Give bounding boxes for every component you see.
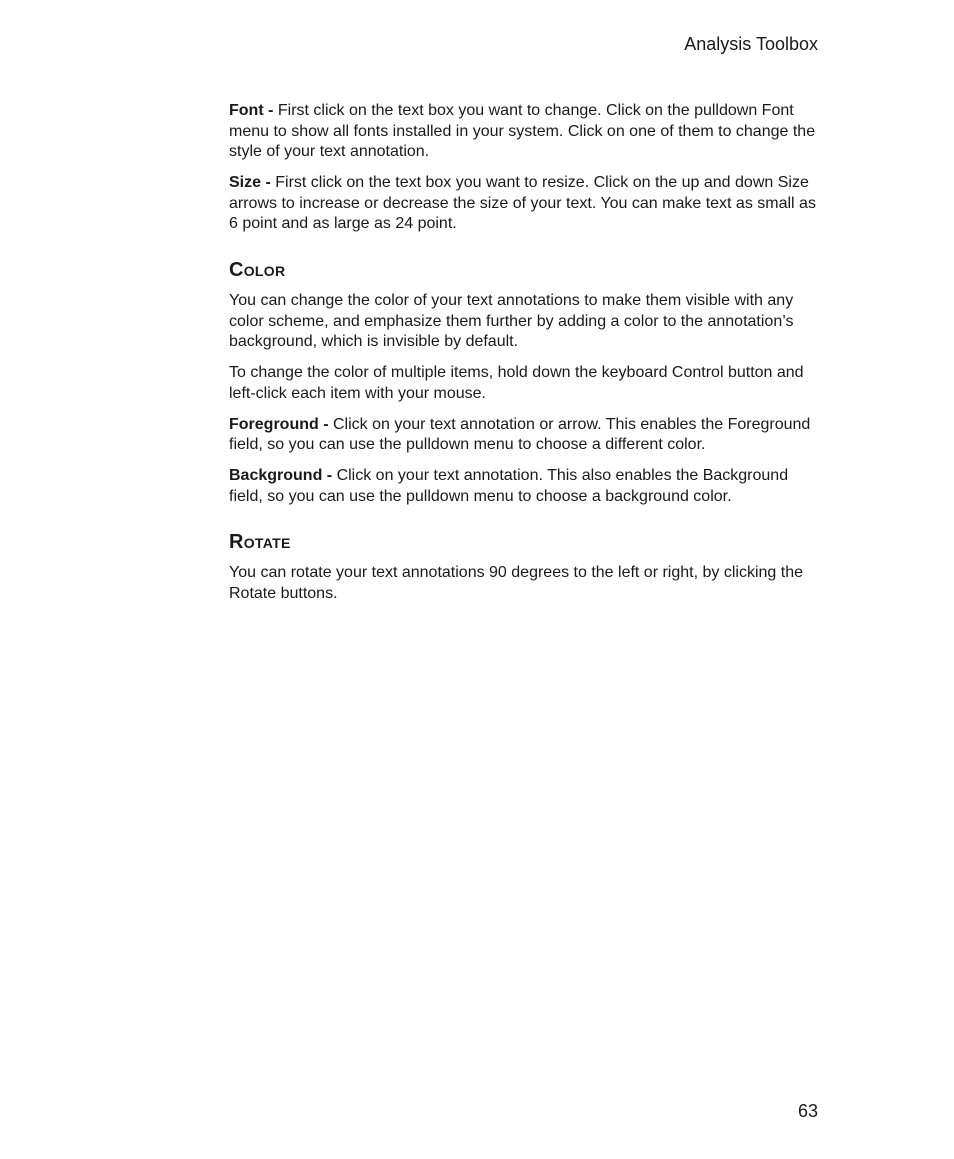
- size-paragraph: [229, 173, 821, 235]
- font-term: Font -: [229, 102, 274, 119]
- rotate-heading: Rotate: [229, 531, 291, 554]
- font-paragraph: [229, 101, 821, 163]
- foreground-term: Foreground -: [229, 415, 329, 433]
- rotate-paragraph: You can rotate your text annotations 90 degrees to the left or right, by clicking the Rotate buttons.: [229, 564, 803, 603]
- foreground-description: Click on your text annotation or arrow. This enables the Foreground field, so you can use the pulldown menu to choose a different color.: [229, 415, 811, 454]
- background-paragraph: [229, 466, 821, 507]
- size-description: First click on the text box you want to resize. Click on the up and down Size arrows to increase or decrease the size of your text. You can make text as small as 6 point and as large as 24 point.: [229, 174, 816, 233]
- color-intro-paragraph: You can change the color of your text annotations to make them visible with any color scheme, and emphasize them further by adding a color to the annotation’s background, which is invisible by default.: [229, 291, 794, 351]
- background-term: Background -: [229, 467, 333, 485]
- background-description: Click on your text annotation. This also enables the Background field, so you can use the pulldown menu to choose a background color.: [229, 467, 789, 505]
- font-description: First click on the text box you want to change. Click on the pulldown Font menu to show all fonts installed in your system. Click on one of them to change the style of your text annotation.: [229, 102, 816, 161]
- color-heading: Color: [229, 258, 286, 281]
- page-content: [229, 101, 821, 605]
- size-term: Size -: [229, 174, 271, 192]
- color-multiple-paragraph: To change the color of multiple items, hold down the keyboard Control button and left-click each item with your mouse.: [229, 364, 804, 402]
- page-number: 63: [797, 1101, 818, 1121]
- running-header: Analysis Toolbox: [684, 34, 818, 54]
- foreground-paragraph: [229, 415, 821, 456]
